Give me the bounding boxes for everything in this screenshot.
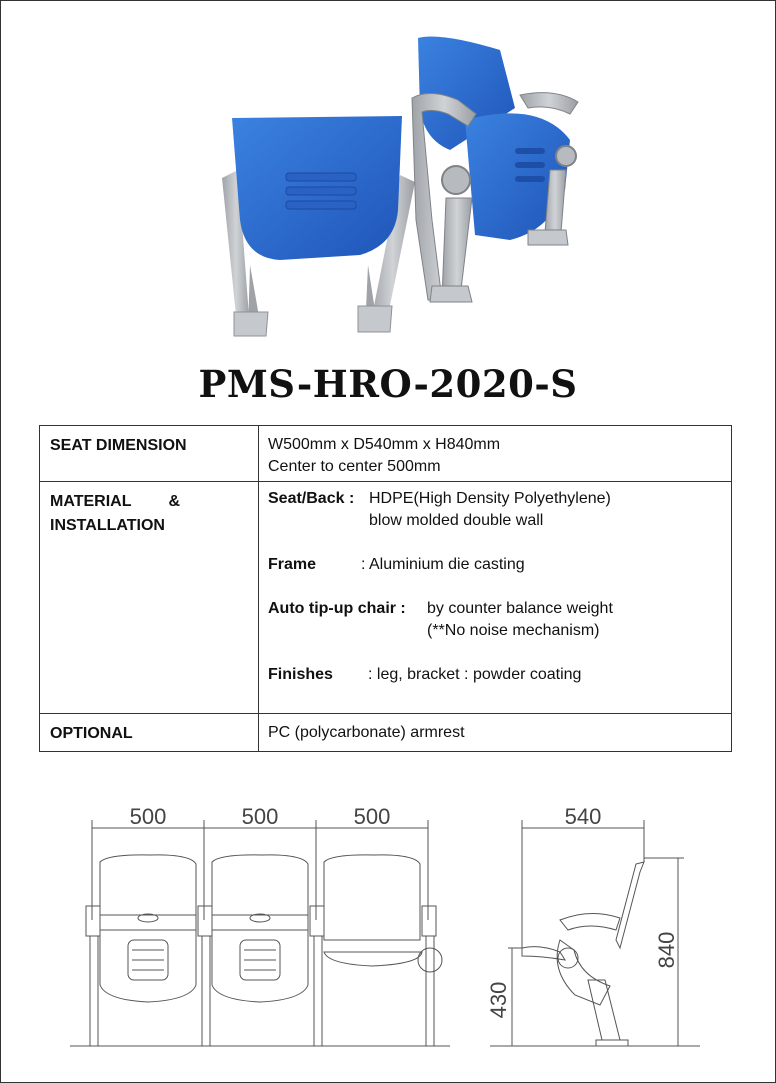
spec-row-seat-dimension [40,426,732,482]
optional-label: OPTIONAL [50,725,133,742]
seat-back-key: Seat/Back : [268,490,355,507]
chair-rear-view [222,116,415,336]
finishes-value: : leg, bracket : powder coating [368,666,582,683]
optional-value: PC (polycarbonate) armrest [268,724,465,741]
depth-label: 540 [564,804,602,829]
installation-label: INSTALLATION [50,517,165,534]
frame-key: Frame [268,556,317,573]
material-amp: & [168,493,180,510]
spec-row-optional [40,714,732,752]
technical-drawing [60,800,720,1060]
width-label-2: 500 [241,804,279,829]
chair-folded-view [412,37,578,303]
seat-dimension-line1: W500mm x D540mm x H840mm [268,436,501,453]
product-title: PMS-HRO-2020-S [198,362,578,406]
spec-row-material [40,482,732,714]
tipup-value1: by counter balance weight [427,600,613,617]
height-label: 840 [654,931,679,969]
width-label-3: 500 [353,804,391,829]
material-label: MATERIAL [50,493,132,510]
tipup-key: Auto tip-up chair : [268,600,406,617]
seat-dimension-label: SEAT DIMENSION [50,437,187,454]
tipup-value2: (**No noise mechanism) [427,622,600,639]
seat-height-label: 430 [486,981,511,1019]
spec-table [39,425,732,752]
frame-value: : Aluminium die casting [361,556,525,573]
seat-back-value2: blow molded double wall [369,512,544,529]
width-label-1: 500 [129,804,167,829]
front-view-seats [70,855,450,1046]
seat-dimension-line2: Center to center 500mm [268,458,441,475]
seat-back-value1: HDPE(High Density Polyethylene) [369,490,611,507]
finishes-key: Finishes [268,666,333,683]
product-photo [210,30,590,350]
